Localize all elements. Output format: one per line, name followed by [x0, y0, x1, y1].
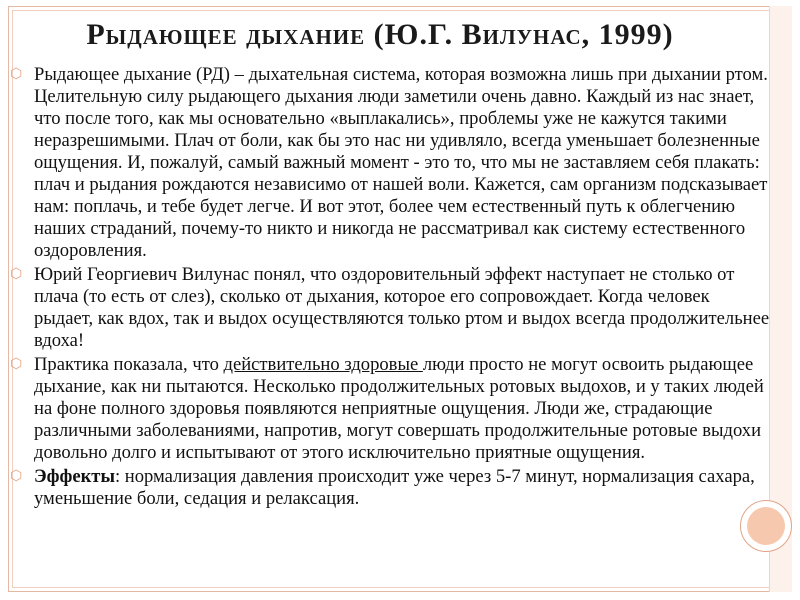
paragraph-definition-text: Рыдающее дыхание (РД) – дыхательная система, которая возможна лишь при дыхании ртом. Целительную силу рыдающего дыхания люди заметили очень давно. Каждый из нас знает, что после того, как мы основательно «выплакались», проблемы уже не кажутся такими неразрешимыми. Плач от боли, как бы это нас ни удивляло, всегда уменьшает болезненные ощущения. И, пожалуй, самый важный момент - это то, что мы не заставляем себя плакать: плач и рыдания рождаются независимо от нашей воли. Кажется, сам организм подсказывает нам: поплачь, и тебе будет легче. И вот этот, более чем естественный путь к облегчению наших страданий, почему-то никто и никогда не рассматривал как систему естественного оздоровления.	[34, 64, 768, 261]
paragraph-effects	[10, 466, 770, 510]
bullet-icon: ⬡	[10, 267, 23, 282]
paragraph-practice-underlined: действительно здоровые	[223, 354, 423, 375]
paragraph-definition	[10, 64, 770, 262]
bullet-icon: ⬡	[10, 469, 23, 484]
paragraph-vilunas-text: Юрий Георгиевич Вилунас понял, что оздоровительный эффект наступает не столько от плача (то есть от слез), сколько от дыхания, которое его сопровождает. Когда человек рыдает, как вдох, так и выдох осуществляются только ртом и выдох всегда продолжительнее вдоха!	[34, 264, 770, 351]
paragraph-practice-text-start: Практика показала, что	[34, 354, 224, 375]
bullet-icon: ⬡	[10, 357, 23, 372]
slide-content	[10, 64, 770, 512]
paragraph-practice-text-end: люди просто не могут освоить рыдающее дыхание, как ни пытаются. Несколько продолжительных ротовых выдохов, и у таких людей на фоне полного здоровья появляются неприятные ощущения. Люди же, страдающие различными заболеваниями, напротив, могут совершать продолжительные ротовые выдохи довольно долго и испытывают от этого исключительно приятные ощущения.	[34, 354, 764, 463]
effects-text: : нормализация давления происходит уже через 5-7 минут, нормализация сахара, уменьшение боли, седация и релаксация.	[34, 466, 755, 509]
effects-label: Эффекты	[34, 466, 115, 487]
paragraph-vilunas	[10, 264, 770, 352]
paragraph-practice	[10, 354, 770, 464]
bullet-icon: ⬡	[10, 67, 23, 82]
slide-title: Рыдающее дыхание (Ю.Г. Вилунас, 1999)	[86, 18, 674, 51]
